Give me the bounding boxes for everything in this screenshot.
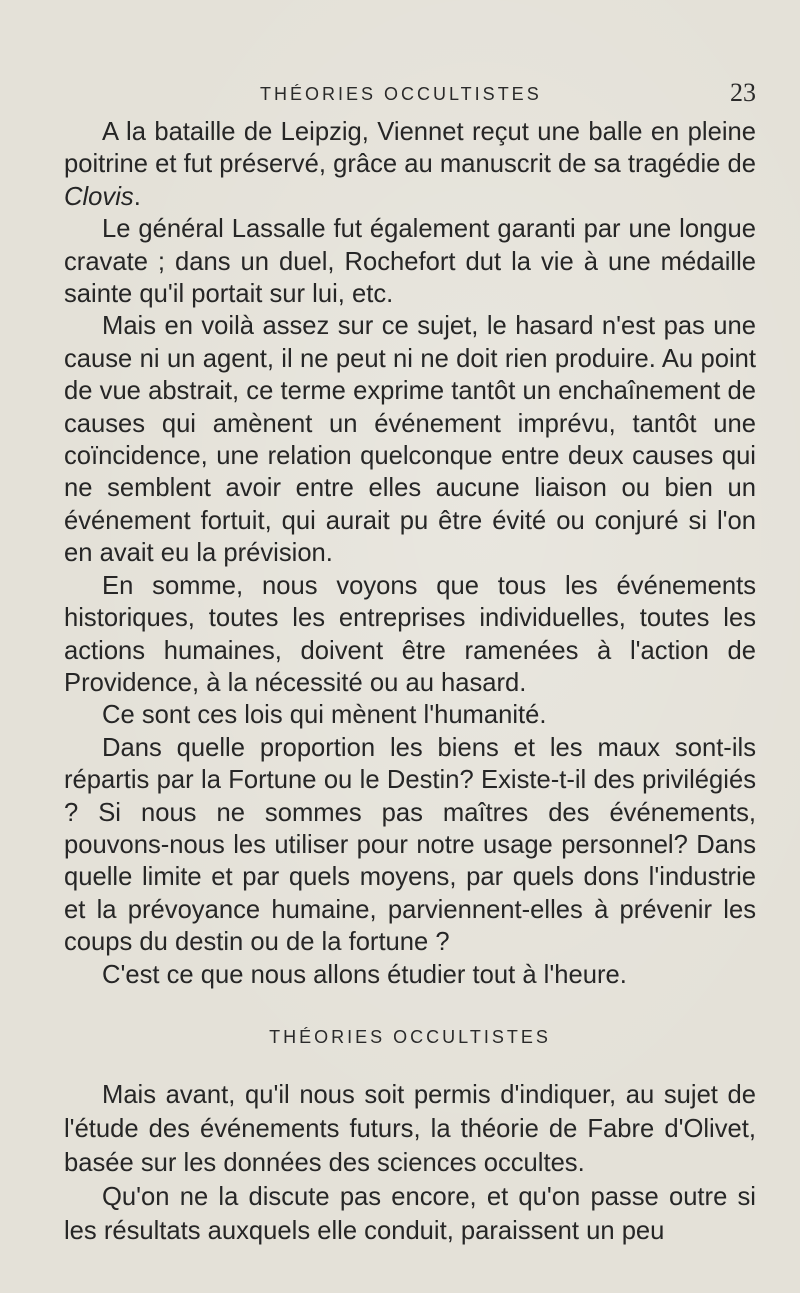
paragraph: C'est ce que nous allons étudier tout à l'heure. [102, 960, 627, 989]
italic-title: Clovis [64, 182, 134, 211]
paragraph-text: . [133, 182, 141, 211]
paragraph: Mais en voilà assez sur ce sujet, le hasard n'est pas une cause ni un agent, il ne peut ni ne doit rien produire. Au point de vue abstrait, ce terme exprime tantôt un enchaînement de causes qui amènent un événement imprévu, tantôt une coïncidence, une relation quelconque entre deux causes qui ne semblent avoir entre elles aucune liaison ou bien un événement fortuit, qui aurait pu être évité ou conjuré si l'on en avait eu la prévision. [64, 312, 756, 568]
paragraph: En somme, nous voyons que tous les événements historiques, toutes les entreprises individuelles, toutes les actions humaines, doivent être ramenées à l'action de Providence, à la nécessité ou au hasard. [64, 571, 756, 697]
paragraph: Mais avant, qu'il nous soit permis d'indiquer, au sujet de l'étude des événements futurs, la théorie de Fabre d'Olivet, basée sur les données des sciences occultes. [64, 1081, 756, 1177]
main-text [64, 116, 756, 991]
paragraph [64, 116, 756, 213]
paragraph: Qu'on ne la discute pas encore, et qu'on passe outre si les résultats auxquels elle conduit, paraissent un peu [64, 1183, 756, 1245]
page-number: 23 [730, 78, 756, 107]
section-heading: THÉORIES OCCULTISTES [269, 1027, 551, 1047]
paragraph: Le général Lassalle fut également garanti par une longue cravate ; dans un duel, Rochefort dut la vie à une médaille sainte qu'il portait sur lui, etc. [64, 215, 756, 309]
running-title: THÉORIES OCCULTISTES [260, 84, 542, 104]
paragraph: Ce sont ces lois qui mènent l'humanité. [102, 701, 547, 730]
running-header [80, 78, 756, 114]
paragraph-text: A la bataille de Leipzig, Viennet reçut une balle en pleine poitrine et fut préservé, grâce au manuscrit de sa tragédie de [64, 118, 756, 179]
section-text [64, 1078, 756, 1248]
paragraph: Dans quelle proportion les biens et les maux sont-ils répartis par la Fortune ou le Destin? Existe-t-il des privilégiés ? Si nous ne sommes pas maîtres des événements, pouvons-nous les utiliser pour notre usage personnel? Dans quelle limite et par quels moyens, par quels dons l'industrie et la prévoyance humaine, parviennent-elles à prévenir les coups du destin ou de la fortune ? [64, 733, 756, 957]
